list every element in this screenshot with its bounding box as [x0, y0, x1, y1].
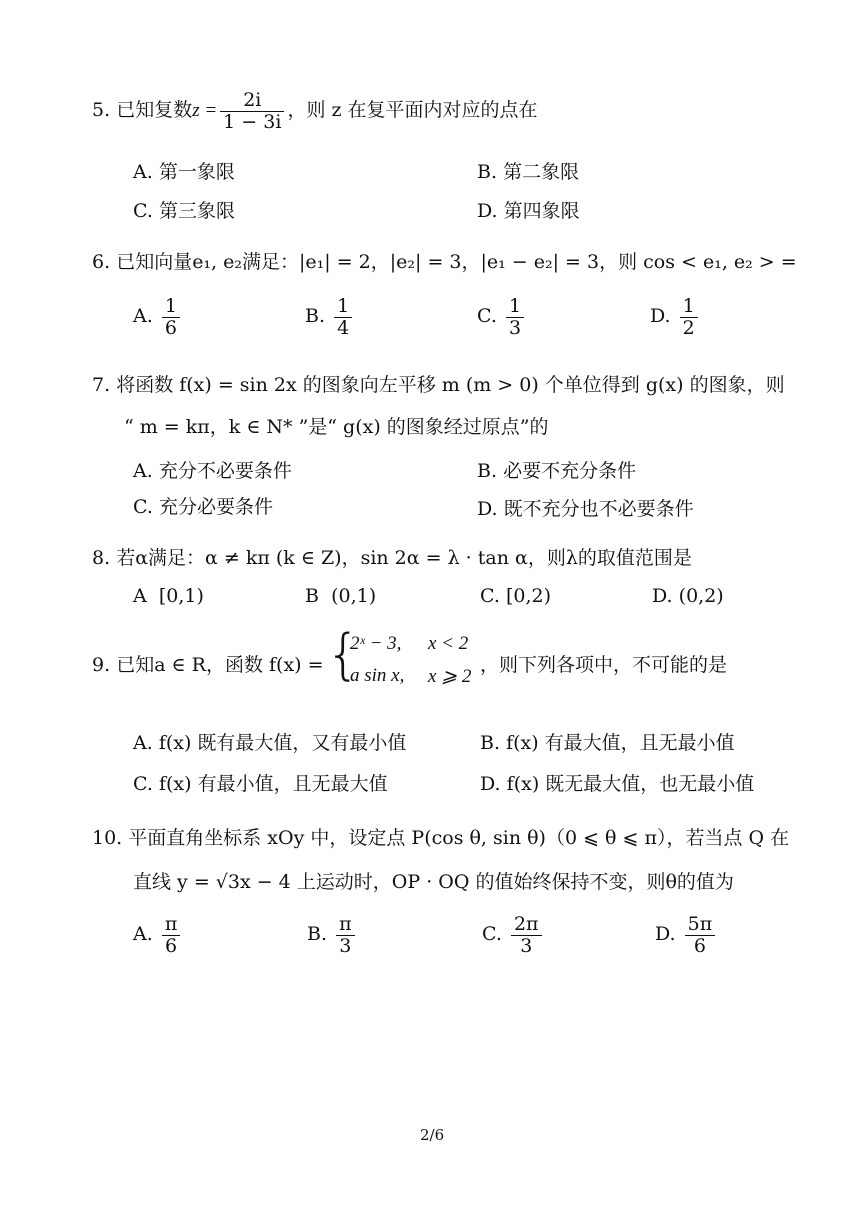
fraction: $\frac{2i}{1 - 3i}$ [220, 90, 284, 133]
option-b[interactable]: B. 必要不充分条件 [477, 460, 637, 482]
page-number: 2/6 [420, 1126, 445, 1144]
option-b[interactable]: B (0,1) [305, 585, 377, 607]
question-9-stem-post: ，则下列各项中，不可能的是 [480, 654, 728, 676]
question-number: 9. [92, 654, 111, 676]
question-10-line-2: 直线 y = √3x − 4 上运动时，OP · OQ 的值始终保持不变，则θ的值为 [133, 871, 734, 893]
fraction: $\frac{1}{4}$ [334, 296, 352, 339]
option-a[interactable]: A. 充分不必要条件 [133, 460, 292, 482]
question-8-stem: 8. 若α满足：α ≠ kπ (k ∈ Z)，sin 2α = λ · tan α，则λ的取值范围是 [92, 547, 692, 569]
question-number: 10. [92, 827, 123, 849]
question-number: 7. [92, 374, 111, 396]
fraction: $\frac{5\pi}{6}$ [685, 914, 716, 957]
fraction: $\frac{1}{2}$ [680, 296, 698, 339]
option-b[interactable]: B. f(x) 有最大值，且无最小值 [480, 732, 735, 754]
option-c[interactable]: C. [0,2) [480, 585, 551, 607]
question-6-stem: 6. 已知向量e₁, e₂满足：|e₁| = 2，|e₂| = 3，|e₁ − e₂| = 3，则 cos < e₁, e₂ > = [92, 251, 797, 273]
fraction: $\frac{1}{6}$ [162, 296, 180, 339]
option-d[interactable]: D. 第四象限 [477, 200, 580, 222]
piecewise-brace: { [326, 623, 361, 686]
option-d[interactable]: D. (0,2) [652, 585, 724, 607]
option-d[interactable]: D. $\frac{5\pi}{6}$ [655, 908, 718, 960]
option-b[interactable]: B. 第二象限 [477, 161, 580, 183]
question-7-line-2: “ m = kπ，k ∈ N* ”是“ g(x) 的图象经过原点”的 [124, 416, 549, 438]
fraction: $\frac{2\pi}{3}$ [511, 914, 542, 957]
option-a[interactable]: A. 第一象限 [133, 161, 235, 183]
question-number: 5. [92, 99, 111, 121]
fraction: $\frac{1}{3}$ [506, 296, 524, 339]
question-5-stem: 5. 已知复数z = $\frac{2i}{1 - 3i}$ ，则 z 在复平面内对应的点在 [92, 88, 538, 133]
fraction: $\frac{\pi}{3}$ [336, 914, 355, 957]
option-d[interactable]: D. $\frac{1}{2}$ [650, 290, 701, 342]
fraction: $\frac{\pi}{6}$ [162, 914, 181, 957]
option-c[interactable]: C. f(x) 有最小值，且无最大值 [133, 773, 388, 795]
option-c[interactable]: C. $\frac{1}{3}$ [477, 290, 527, 342]
option-b[interactable]: B. $\frac{1}{4}$ [305, 290, 355, 342]
option-c[interactable]: C. 第三象限 [133, 200, 235, 222]
question-10-line-1: 10. 平面直角坐标系 xOy 中，设定点 P(cos θ, sin θ)（0 ⩽ θ ⩽ π），若当点 Q 在 [92, 827, 790, 849]
piecewise-case-2: a sin x, [350, 665, 405, 686]
option-b[interactable]: B. $\frac{\pi}{3}$ [307, 908, 358, 960]
option-d[interactable]: D. f(x) 既无最大值，也无最小值 [480, 773, 755, 795]
option-a[interactable]: A. f(x) 既有最大值，又有最小值 [133, 732, 407, 754]
option-a[interactable]: A. $\frac{1}{6}$ [133, 290, 183, 342]
question-number: 6. [92, 251, 111, 273]
piecewise-case-1: 2ˣ − 3, [350, 633, 402, 654]
piecewise-cond-2: x ⩾ 2 [428, 666, 472, 687]
question-number: 8. [92, 547, 111, 569]
option-a[interactable]: A. $\frac{\pi}{6}$ [133, 908, 183, 960]
question-7-line-1: 7. 将函数 f(x) = sin 2x 的图象向左平移 m (m > 0) 个单位得到 g(x) 的图象，则 [92, 374, 785, 396]
question-9-stem-pre: 9. 已知a ∈ R，函数 f(x) = [92, 654, 324, 676]
option-d[interactable]: D. 既不充分也不必要条件 [477, 498, 694, 520]
option-c[interactable]: C. 充分必要条件 [133, 496, 273, 518]
option-c[interactable]: C. $\frac{2\pi}{3}$ [482, 908, 545, 960]
option-a[interactable]: A [0,1) [133, 585, 204, 607]
piecewise-cond-1: x < 2 [428, 633, 469, 654]
